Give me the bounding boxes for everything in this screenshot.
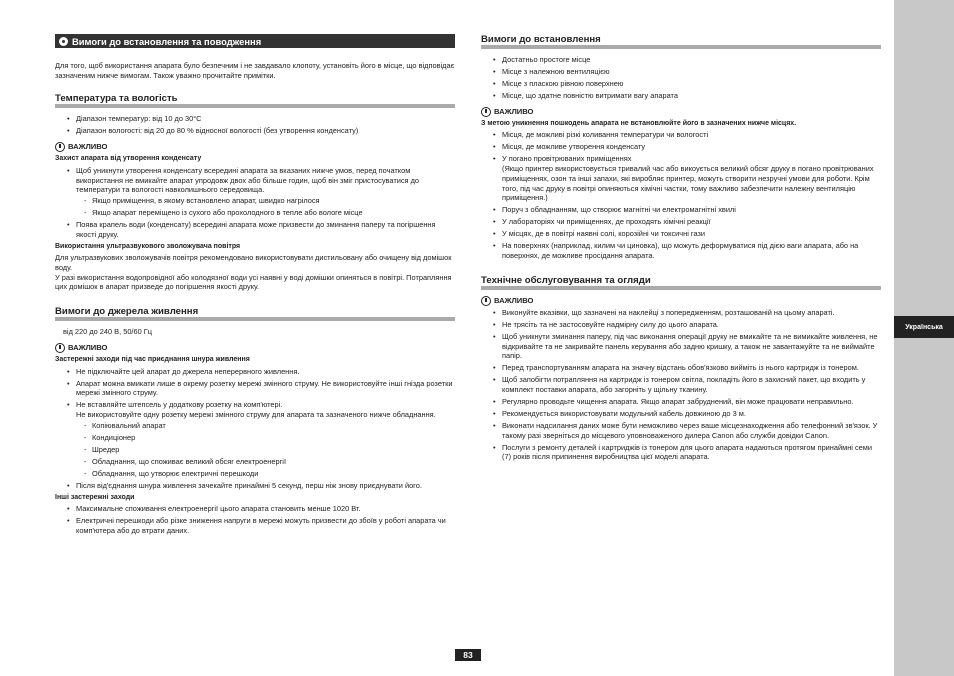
page-number: 83 — [455, 649, 481, 661]
list-item: • Виконати надсилання даних може бути неможливо через ваше місцезнаходження або телефонний зв'язок. У такому разі зверніться до місцевого уповноваженого дилера Canon або служби довідки Canon. — [495, 421, 881, 440]
important-label: ВАЖЛИВО — [494, 106, 534, 116]
list-item: • Електричні перешкоди або різке зниження напруги в мережі можуть призвести до збоїв у роботі апарата чи комп'ютера або до втрати даних. — [69, 516, 455, 535]
humidifier-subhead: Використання ультразвукового зволожувача повітря — [55, 242, 241, 250]
power-cord-subhead: Застережні заходи під час приєднання шнура живлення — [55, 355, 250, 363]
maintenance-heading: Технічне обслуговування та огляди — [481, 275, 881, 290]
power-spec: від 220 до 240 В, 50/60 Гц — [63, 327, 152, 337]
important-icon — [55, 343, 65, 353]
list-item: • Діапазон вологості: від 20 до 80 % відносної вологості (без утворення конденсату) — [69, 126, 455, 136]
list-item: • Місце, що здатне повністю витримати вагу апарата — [495, 91, 881, 101]
list-item: - Якщо приміщення, в якому встановлено апарат, швидко нагрілося — [84, 196, 455, 206]
list-item: • Апарат можна вмикати лише в окрему розетку мережі змінного струму. Не використовуйте інші гнізда розетки мережі змінного струму. — [69, 379, 455, 398]
list-item: • Максимальне споживання електроенергії цього апарата становить менше 1020 Вт. — [69, 504, 455, 514]
left-column — [55, 34, 455, 538]
important-icon — [55, 142, 65, 152]
important-label: ВАЖЛИВО — [68, 142, 108, 152]
right-column — [481, 34, 881, 464]
list-item-text: Не вставляйте штепсель у додаткову розетку на комп'ютері. Не використовуйте одну розетку мережі змінного струму для апарата та зазначеного нижче обладнання. — [76, 400, 436, 419]
list-item: - Кондиціонер — [84, 433, 455, 443]
list-item-text: Щоб уникнути утворення конденсату всередині апарата за вказаних нижче умов, перед початком використання не вмикайте апарат упродовж двох або більше годин, щоб він зміг пристосуватися до температури та вологості навколишнього середовища. — [76, 165, 420, 195]
list-item: • Достатньо простоге місце — [495, 55, 881, 65]
important-label: ВАЖЛИВО — [494, 296, 534, 306]
side-tab — [894, 0, 954, 676]
list-item: • Регулярно проводьте чищення апарата. Якщо апарат забруднений, він може працювати неправильно. — [495, 397, 881, 407]
condensation-list — [69, 166, 455, 240]
other-precautions-list — [69, 504, 455, 535]
list-item: • Щоб запобігти потрапляння на картридж із тонером світла, покладіть його в захисний пакет, що входить у комплект поставки апарата, або загорніть у щільну тканину. — [495, 375, 881, 394]
important-note — [481, 296, 881, 306]
list-item: • У лабораторіях чи приміщеннях, де проходять хімічні реакції — [495, 217, 881, 227]
list-item: • Місце з належною вентиляцією — [495, 67, 881, 77]
list-item: • У місцях, де в повітрі наявні солі, корозійні чи токсичні гази — [495, 229, 881, 239]
important-note — [55, 142, 455, 152]
important-icon — [481, 296, 491, 306]
list-item: • Щоб уникнути зминання паперу, під час виконання операції друку не вмикайте та не вимикайте живлення, не відкривайте та не закривайте панель керування або задню кришку, а також не завантажуйте та не виймайте папір. — [495, 332, 881, 361]
list-item: • Місце з пласкою рівною поверхнею — [495, 79, 881, 89]
list-item: • Послуги з ремонту деталей і картриджів із тонером для цього апарата надаються протягом принаймні семи (7) років після припинення виробництва цієї моделі апарата. — [495, 443, 881, 462]
list-item: • У погано провітрюваних приміщеннях (Якщо принтер використовується тривалий час або викоується великий обсяг друку в погано провітрюваних приміщеннях, озон та інші запахи, які виробляє принтер, можуть створити незручні умови для роботи. Крім того, під час друку в повітрі опиняються хімічні частки, тому важливо забезпечити належну вентиляцію приміщення.) — [495, 154, 881, 203]
list-item: • Перед транспортуванням апарата на значну відстань обов'язково вийміть із нього картридж із тонером. — [495, 363, 881, 373]
list-item: - Шредер — [84, 445, 455, 455]
list-item: • Місця, де можливе утворення конденсату — [495, 142, 881, 152]
list-item: - Обладнання, що споживає великий обсяг електроенергії — [84, 457, 455, 467]
list-item: - Обладнання, що утворює електричні перешкоди — [84, 469, 455, 479]
list-item: - Копіювальний апарат — [84, 421, 455, 431]
list-item: • Не трясіть та не застосовуйте надмірну силу до цього апарата. — [495, 320, 881, 330]
list-item — [69, 400, 455, 478]
list-item: • Діапазон температур: від 10 до 30°C — [69, 114, 455, 124]
temperature-heading: Температура та вологість — [55, 93, 455, 108]
list-item: • Виконуйте вказівки, що зазначені на наклейці з попередженням, розташованій на цьому апараті. — [495, 308, 881, 318]
list-item: • Місця, де можливі різкі коливання температури чи вологості — [495, 130, 881, 140]
list-item: • Рекомендується використовувати модульний кабель довжиною до 3 м. — [495, 409, 881, 419]
other-precautions-subhead: Інші застережні заходи — [55, 493, 135, 501]
maintenance-list — [495, 308, 881, 462]
list-item: • Поява крапель води (конденсату) всередині апарата може призвести до зминання паперу та погіршення якості друку. — [69, 220, 455, 239]
condition-list — [84, 196, 455, 218]
intro-paragraph: Для того, щоб використання апарата було безпечним і не завдавало клопоту, установіть його в місце, що відповідає зазначеним нижче вимогам. Також уважно прочитайте примітки. — [55, 61, 455, 80]
important-label: ВАЖЛИВО — [68, 342, 108, 352]
list-item — [69, 166, 455, 218]
list-item: • Після від'єднання шнура живлення зачекайте принаймні 5 секунд, перш ніж знову приєднувати його. — [69, 481, 455, 491]
important-note — [481, 107, 881, 117]
power-cord-list — [69, 367, 455, 491]
avoid-locations-list — [495, 130, 881, 260]
gear-icon — [59, 37, 68, 46]
important-icon — [481, 107, 491, 117]
equipment-list — [84, 421, 455, 479]
language-tab-label: Українська — [894, 316, 954, 338]
install-list — [495, 55, 881, 101]
install-heading: Вимоги до встановлення — [481, 34, 881, 49]
main-heading-text: Вимоги до встановлення та поводження — [72, 35, 262, 47]
important-note — [55, 343, 455, 353]
list-item: • Не підключайте цей апарат до джерела неперервного живлення. — [69, 367, 455, 377]
list-item: - Якщо апарат переміщено із сухого або прохолодного в тепле або вологе місце — [84, 208, 455, 218]
humidifier-paragraph: Для ультразвукових зволожувачів повітря рекомендовано використовувати дистильовану або очищену від домішок воду. У разі використання водопровідної або колодязної води усі наявні у воді домішки опиняться в повітрі. Потрапляння цих домішок в апарат призведе до погіршення якості друку. — [55, 253, 452, 292]
condensation-subhead: Захист апарата від утворення конденсату — [55, 155, 202, 163]
list-item: • На поверхнях (наприклад, килим чи циновка), що можуть деформуватися під дією ваги апарата, або на поверхнях, де можливе просідання апарата. — [495, 241, 881, 260]
list-item: • Поруч з обладнанням, що створює магнітні чи електромагнітні хвилі — [495, 205, 881, 215]
main-heading — [55, 34, 455, 48]
power-heading: Вимоги до джерела живлення — [55, 306, 455, 321]
temperature-list — [69, 114, 455, 136]
install-warning: З метою уникнення пошкодень апарата не встановлюйте його в зазначених нижче місцях. — [481, 119, 797, 127]
